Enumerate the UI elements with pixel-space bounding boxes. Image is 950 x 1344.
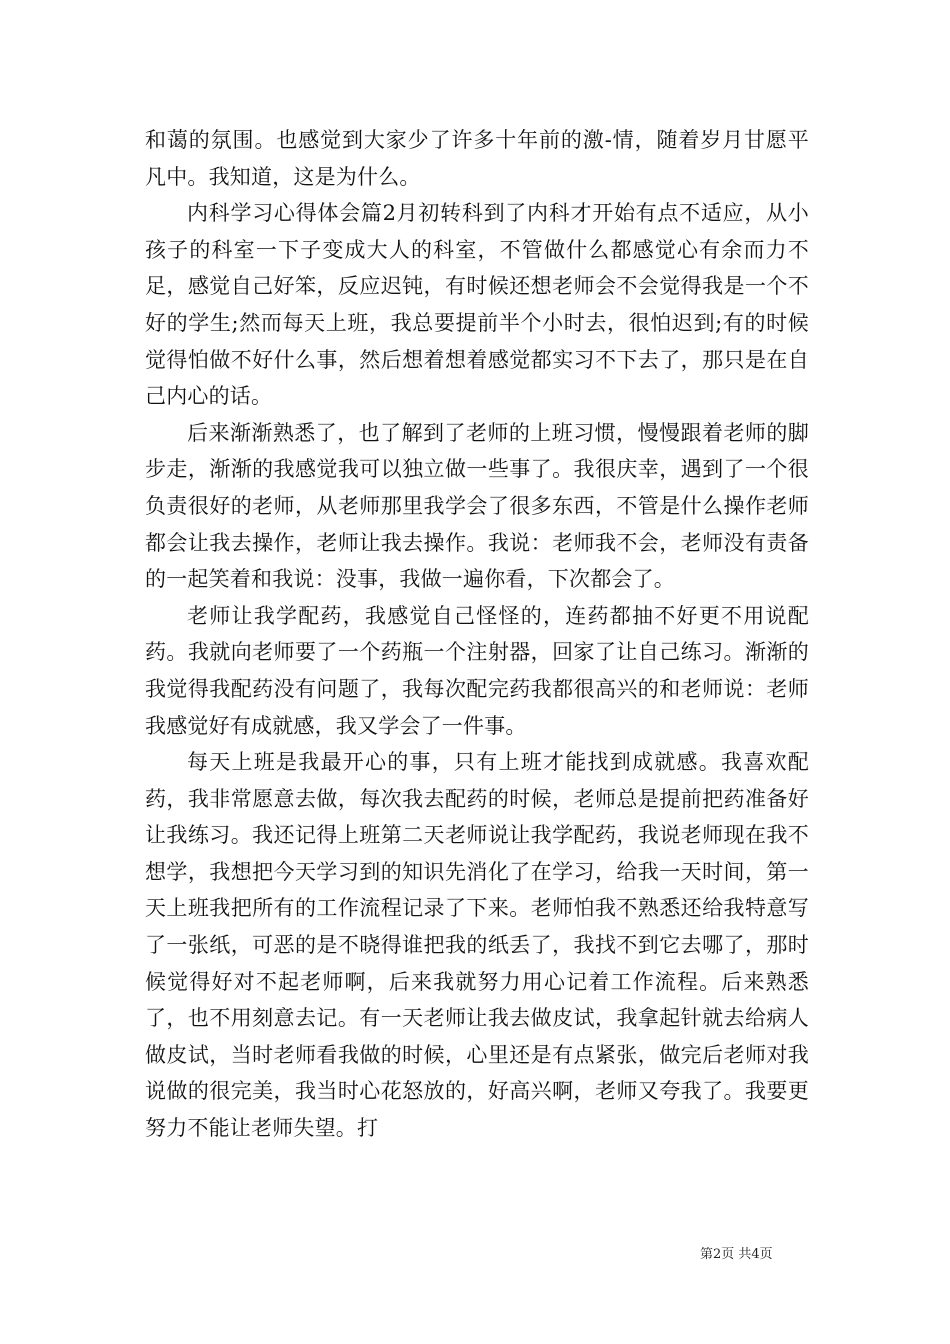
paragraph-4: 老师让我学配药，我感觉自己怪怪的，连药都抽不好更不用说配药。我就向老师要了一个药瓶一个注射器，回家了让自己练习。渐渐的我觉得我配药没有问题了，我每次配完药我都很高兴的和老师说：老师我感觉好有成就感，我又学会了一件事。 (145, 603, 809, 738)
document-body (145, 122, 809, 1147)
paragraph-2: 内科学习心得体会篇2月初转科到了内科才开始有点不适应，从小孩子的科室一下子变成大人的科室，不管做什么都感觉心有余而力不足，感觉自己好笨，反应迟钝，有时候还想老师会不会觉得我是一个不好的学生;然而每天上班，我总要提前半个小时去，很怕迟到;有的时候觉得怕做不好什么事，然后想着想着感觉都实习不下去了，那只是在自己内心的话。 (145, 201, 809, 409)
page-number-footer: 第2页 共4页 (700, 1247, 773, 1262)
paragraph-5: 每天上班是我最开心的事，只有上班才能找到成就感。我喜欢配药，我非常愿意去做，每次我去配药的时候，老师总是提前把药准备好让我练习。我还记得上班第二天老师说让我学配药，我说老师现在我不想学，我想把今天学习到的知识先消化了在学习，给我一天时间，第一天上班我把所有的工作流程记录了下来。老师怕我不熟悉还给我特意写了一张纸，可恶的是不晓得谁把我的纸丢了，我找不到它去哪了，那时候觉得好对不起老师啊，后来我就努力用心记着工作流程。后来熟悉了，也不用刻意去记。有一天老师让我去做皮试，我拿起针就去给病人做皮试，当时老师看我做的时候，心里还是有点紧张，做完后老师对我说做的很完美，我当时心花怒放的，好高兴啊，老师又夸我了。我要更努力不能让老师失望。打 (145, 750, 809, 1141)
paragraph-1: 和蔼的氛围。也感觉到大家少了许多十年前的激-情，随着岁月甘愿平凡中。我知道，这是为什么。 (145, 128, 809, 189)
paragraph-3: 后来渐渐熟悉了，也了解到了老师的上班习惯，慢慢跟着老师的脚步走，渐渐的我感觉我可以独立做一些事了。我很庆幸，遇到了一个很负责很好的老师，从老师那里我学会了很多东西，不管是什么操作老师都会让我去操作，老师让我去操作。我说：老师我不会，老师没有责备的一起笑着和我说：没事，我做一遍你看，下次都会了。 (145, 420, 809, 592)
